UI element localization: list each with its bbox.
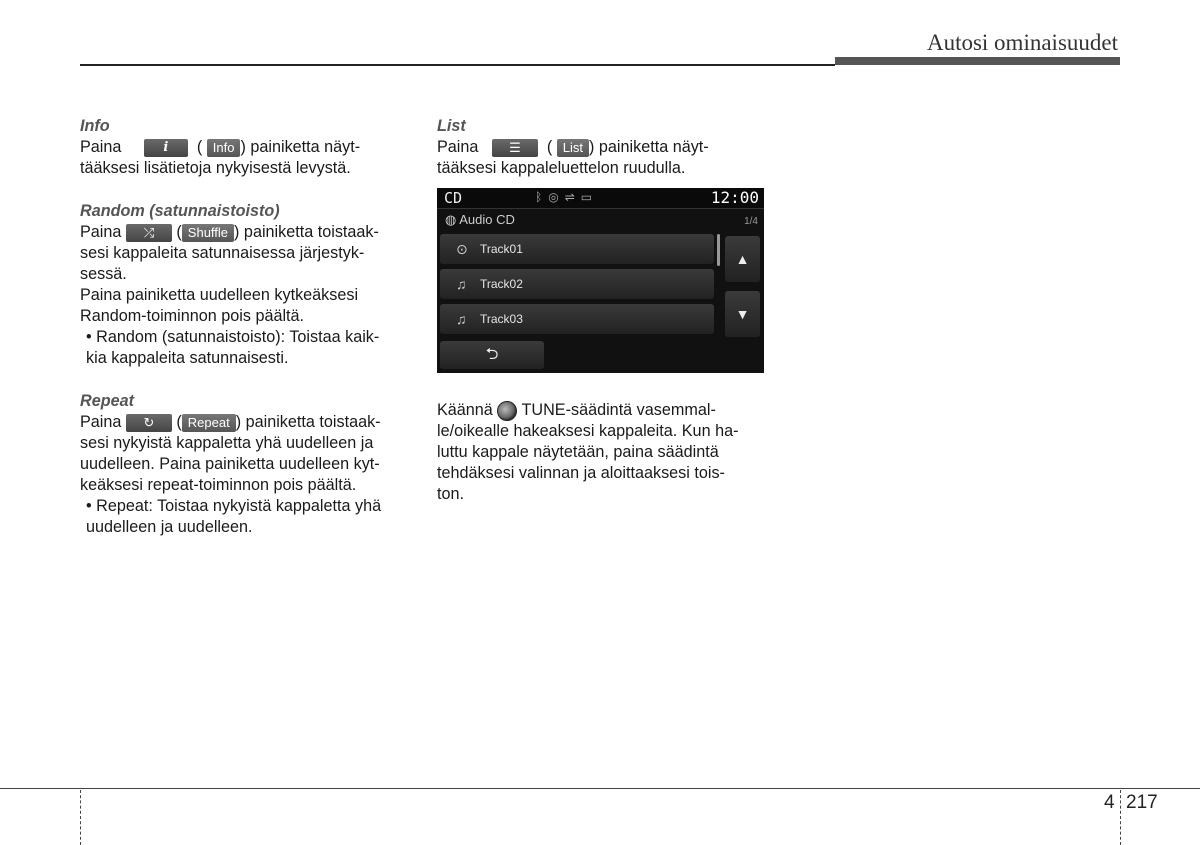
scrollbar[interactable]: [717, 234, 720, 266]
disc-icon: ◍: [445, 212, 457, 227]
list-text-3: tääksesi kappaleluettelon ruudulla.: [437, 159, 686, 177]
source-row: [445, 212, 515, 228]
list-key-icon: ☰: [492, 139, 538, 157]
repeat-paren: (: [176, 413, 182, 431]
back-button[interactable]: [440, 341, 544, 369]
info-text-2: ) painiketta näyt-: [240, 138, 361, 156]
clock: 12:00: [710, 188, 759, 207]
track-row[interactable]: [440, 234, 714, 264]
track-label: Track02: [480, 277, 523, 291]
header-bar: [835, 57, 1120, 65]
repeat-text-4: uudelleen. Paina painiketta uudelleen kyt-: [80, 455, 380, 473]
mode-label: CD: [444, 189, 463, 207]
page-indicator: 1/4: [744, 216, 758, 227]
repeat-text-2: ) painiketta toistaak-: [235, 413, 381, 431]
tune-text-4: luttu kappale näytetään, paina säädintä: [437, 443, 719, 461]
play-icon: ⊙: [456, 241, 468, 257]
repeat-text-1: Paina: [80, 413, 122, 431]
list-text-1: Paina: [437, 138, 479, 156]
repeat-label-chip: Repeat: [182, 414, 236, 432]
footer-dash-left: [80, 790, 81, 845]
repeat-heading: Repeat: [80, 392, 134, 410]
source-label: Audio CD: [459, 212, 515, 227]
status-bar: [437, 188, 764, 209]
header-title: Autosi ominaisuudet: [926, 30, 1118, 55]
tune-text-3: le/oikealle hakeaksesi kappaleita. Kun ha-: [437, 422, 739, 440]
tune-text-1: Käännä: [437, 401, 493, 419]
battery-icon: ▭: [580, 190, 599, 204]
list-heading: List: [437, 117, 466, 135]
chapter-number: 4: [1104, 792, 1115, 813]
repeat-bullet-2: uudelleen ja uudelleen.: [86, 518, 253, 536]
list-label-chip: List: [557, 139, 589, 157]
repeat-bullet: [80, 496, 410, 538]
random-paragraph: [80, 222, 410, 327]
track-row[interactable]: [440, 304, 714, 334]
bluetooth-icon: ᛒ: [535, 190, 549, 204]
list-text-2: ) painiketta näyt-: [589, 138, 709, 156]
disc-status-icon: ◎: [548, 190, 565, 204]
info-paragraph: [80, 137, 410, 179]
random-text-4: sessä.: [80, 265, 127, 283]
left-column: [80, 116, 410, 538]
random-text-3: sesi kappaleita satunnaisessa järjestyk-: [80, 244, 365, 262]
arrow-up-icon: ▲: [735, 251, 750, 267]
music-note-icon: ♫: [456, 311, 467, 327]
random-text-6: Random-toiminnon pois päältä.: [80, 307, 305, 325]
cd-list-screen: [437, 188, 764, 373]
usb-icon: ⇌: [564, 190, 581, 204]
back-arrow-icon: ⮌: [485, 346, 499, 363]
tune-paragraph: [437, 400, 765, 505]
random-text-1: Paina: [80, 223, 122, 241]
random-bullet-2: kia kappaleita satunnaisesti.: [86, 349, 289, 367]
info-text-1: Paina: [80, 138, 122, 156]
list-paragraph: [437, 137, 765, 179]
repeat-key-icon: ↻: [126, 414, 172, 432]
scroll-down-button[interactable]: [725, 291, 760, 337]
header-rule: [80, 64, 835, 66]
shuffle-key-icon: ⤮: [126, 224, 172, 242]
tune-knob-icon: [497, 401, 517, 421]
track-label: Track03: [480, 312, 523, 326]
tune-text-6: ton.: [437, 485, 465, 503]
repeat-text-5: keäksesi repeat-toiminnon pois päältä.: [80, 476, 357, 494]
info-paren: (: [196, 138, 203, 156]
footer-rule: [0, 788, 1200, 789]
tune-text-5: tehdäksesi valinnan ja aloittaaksesi tois-: [437, 464, 725, 482]
random-heading: Random (satunnaistoisto): [80, 202, 280, 220]
random-bullet: [80, 327, 410, 369]
arrow-down-icon: ▼: [735, 306, 750, 322]
random-bullet-1: • Random (satunnaistoisto): Toistaa kaik-: [86, 328, 380, 346]
info-text-3: tääksesi lisätietoja nykyisestä levystä.: [80, 159, 351, 177]
list-paren: (: [546, 138, 553, 156]
random-text-2: ) painiketta toistaak-: [234, 223, 379, 241]
random-text-5: Paina painiketta uudelleen kytkeäksesi: [80, 286, 359, 304]
tune-text-2: TUNE-säädintä vasemmal-: [521, 401, 716, 419]
shuffle-label-chip: Shuffle: [182, 224, 234, 242]
repeat-paragraph: [80, 412, 410, 496]
info-heading: Info: [80, 117, 110, 135]
repeat-text-3: sesi nykyistä kappaletta yhä uudelleen ja: [80, 434, 374, 452]
repeat-bullet-1: • Repeat: Toistaa nykyistä kappaletta yhä: [86, 497, 382, 515]
track-row[interactable]: [440, 269, 714, 299]
music-note-icon: ♫: [456, 276, 467, 292]
random-paren: (: [176, 223, 182, 241]
track-label: Track01: [480, 242, 523, 256]
mid-column: [437, 116, 765, 179]
footer-dash-right: [1120, 790, 1121, 845]
info-key-icon: i: [144, 139, 188, 157]
info-label-chip: Info: [207, 139, 241, 157]
scroll-up-button[interactable]: [725, 236, 760, 282]
page-number: 217: [1126, 792, 1158, 813]
status-icons: [535, 190, 598, 204]
